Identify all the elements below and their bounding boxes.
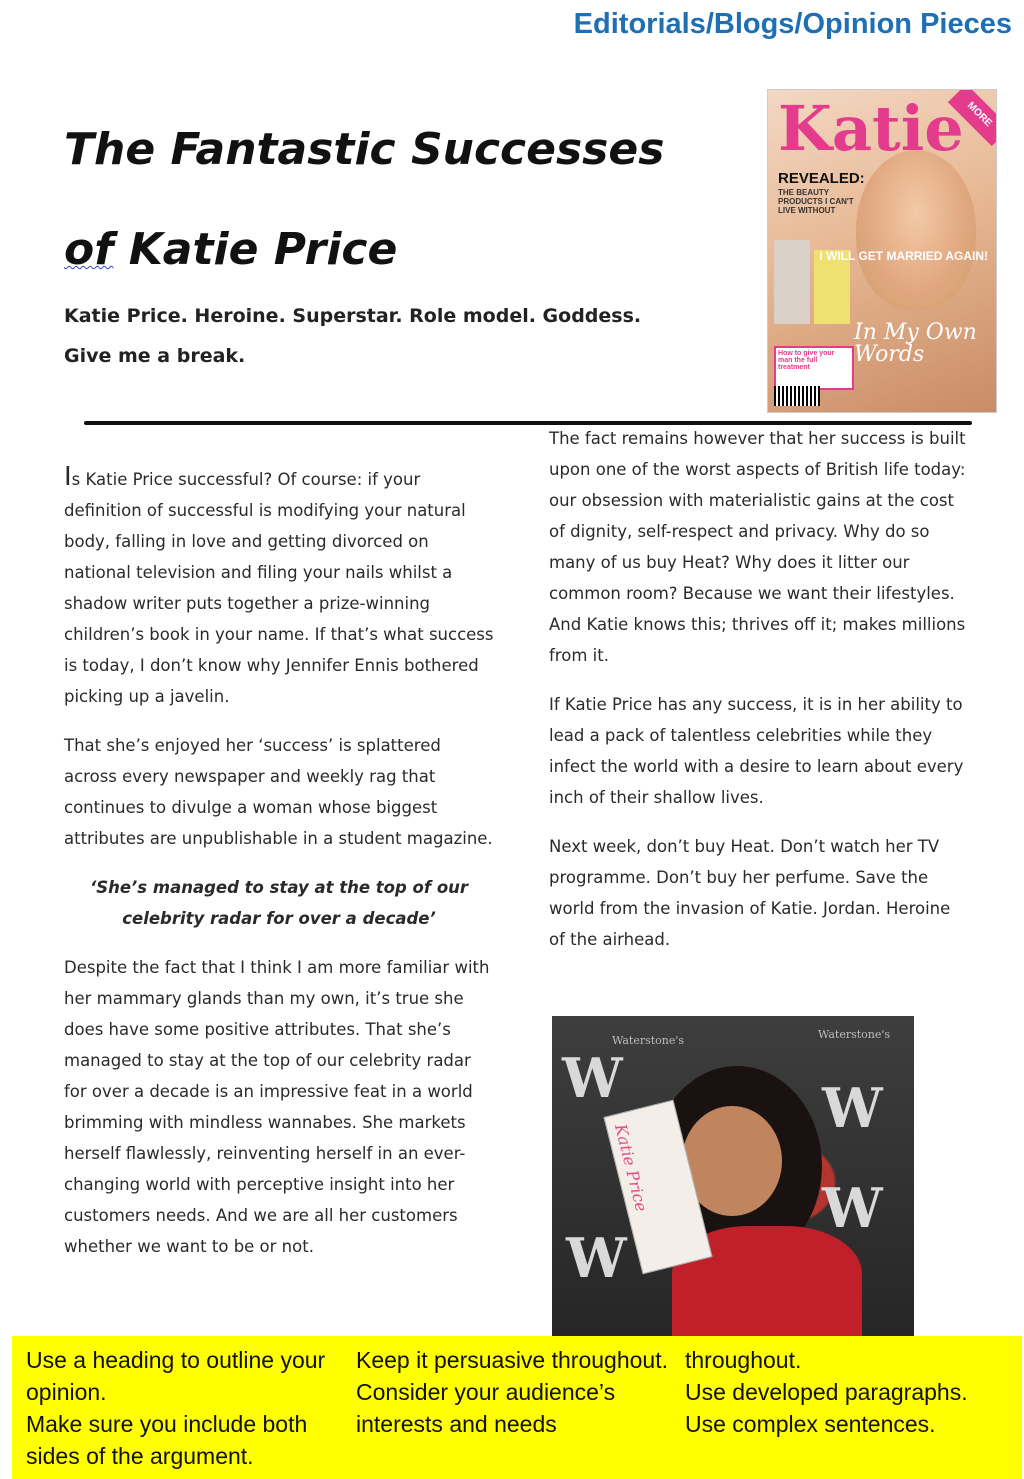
- paragraph: If Katie Price has any success, it is in her ability to lead a pack of talentless celebrities while they infect the world with a desire to learn about every inch of their shallow lives.: [549, 695, 964, 807]
- cover-revealed: REVEALED:: [778, 170, 865, 187]
- cover-revealed-sub: THE BEAUTY PRODUCTS I CAN'T LIVE WITHOUT: [778, 188, 854, 215]
- tip: Consider your audience’s interests and needs: [356, 1379, 616, 1437]
- tip: Make sure you include both sides of the argument.: [26, 1411, 308, 1469]
- tip: Use developed paragraphs.: [685, 1379, 968, 1405]
- paragraph: [64, 462, 494, 712]
- cover-pink-box: How to give your man the full treatment: [774, 346, 854, 390]
- headline-line-1: The Fantastic Successes: [64, 124, 665, 175]
- tips-column-3: [685, 1344, 1015, 1440]
- cover-barcode: [774, 386, 820, 406]
- paragraph: That she’s enjoyed her ‘success’ is splattered across every newspaper and weekly rag that continues to divulge a woman whose biggest attributes are unpublishable in a student magazine.: [64, 736, 493, 848]
- article-headline: [64, 100, 704, 300]
- photo-book-title: Katie Price: [610, 1121, 652, 1214]
- cover-masthead: Katie: [778, 92, 964, 165]
- cover-line: I WILL GET MARRIED AGAIN!: [819, 249, 988, 263]
- tip: Use a heading to outline your opinion.: [26, 1347, 326, 1405]
- standfirst-line-2: Give me a break.: [64, 345, 246, 367]
- tip: throughout.: [685, 1347, 802, 1373]
- cover-corner-tag: MORE: [948, 90, 996, 146]
- photo-w-letter: W: [822, 1076, 883, 1140]
- tip: Keep it persuasive throughout.: [356, 1347, 668, 1373]
- magazine-cover-image: [768, 90, 996, 412]
- headline-of: of: [64, 224, 114, 275]
- photo-w-letter: W: [566, 1226, 627, 1290]
- paragraph: Despite the fact that I think I am more familiar with her mammary glands than my own, it’s true she does have some positive attributes. That she’s managed to stay at the top of our celebrity radar for over a decade is an impressive feat in a world brimming with mindless wannabes. She markets herself flawlessly, reinventing herself in an ever-changing world with perceptive insight into her customers needs. And we are all her customers whether we want to be or not.: [64, 958, 490, 1256]
- tips-box: [12, 1336, 1022, 1479]
- article-column-left: [64, 462, 494, 1280]
- cover-script: In My Own Words: [854, 320, 977, 367]
- pull-quote: ‘She’s managed to stay at the top of our celebrity radar for over a decade’: [89, 878, 469, 928]
- paragraph: The fact remains however that her success is built upon one of the worst aspects of British life today: our obsession with materialistic gains at the cost of dignity, self-respect and privacy. Why do so many of us buy Heat? Why does it litter our common room? Because we want their lifestyles. And Katie knows this; thrives off it; makes millions from it.: [549, 429, 966, 665]
- paragraph-text: s Katie Price successful? Of course: if your definition of successful is modifying your natural body, falling in love and getting divorced on national television and filing your nails whilst a shadow writer puts together a prize-winning children’s book in your name. If that’s what success is today, I don’t know why Jennifer Ennis bothered picking up a javelin.: [64, 470, 494, 706]
- paragraph: Next week, don’t buy Heat. Don’t watch her TV programme. Don’t buy her perfume. Save the world from the invasion of Katie. Jordan. Heroine of the airhead.: [549, 837, 951, 949]
- photo-store-name: Waterstone's: [818, 1028, 891, 1041]
- photo-w-letter: W: [822, 1176, 883, 1240]
- drop-cap: I: [64, 462, 72, 492]
- cover-face: [856, 150, 976, 310]
- book-signing-photo: [552, 1016, 914, 1336]
- tip: Use complex sentences.: [685, 1411, 936, 1437]
- headline-line-2: Katie Price: [113, 224, 398, 275]
- standfirst-line-1: Katie Price. Heroine. Superstar. Role model. Goddess.: [64, 305, 642, 327]
- tips-column-1: [26, 1344, 356, 1472]
- photo-w-letter: W: [562, 1046, 623, 1110]
- article-column-right: [549, 423, 969, 973]
- cover-thumbnail: [774, 240, 810, 324]
- photo-store-name: Waterstone's: [612, 1034, 685, 1047]
- section-label: Editorials/Blogs/Opinion Pieces: [573, 8, 1012, 40]
- standfirst: [64, 296, 744, 376]
- tips-column-2: [356, 1344, 676, 1440]
